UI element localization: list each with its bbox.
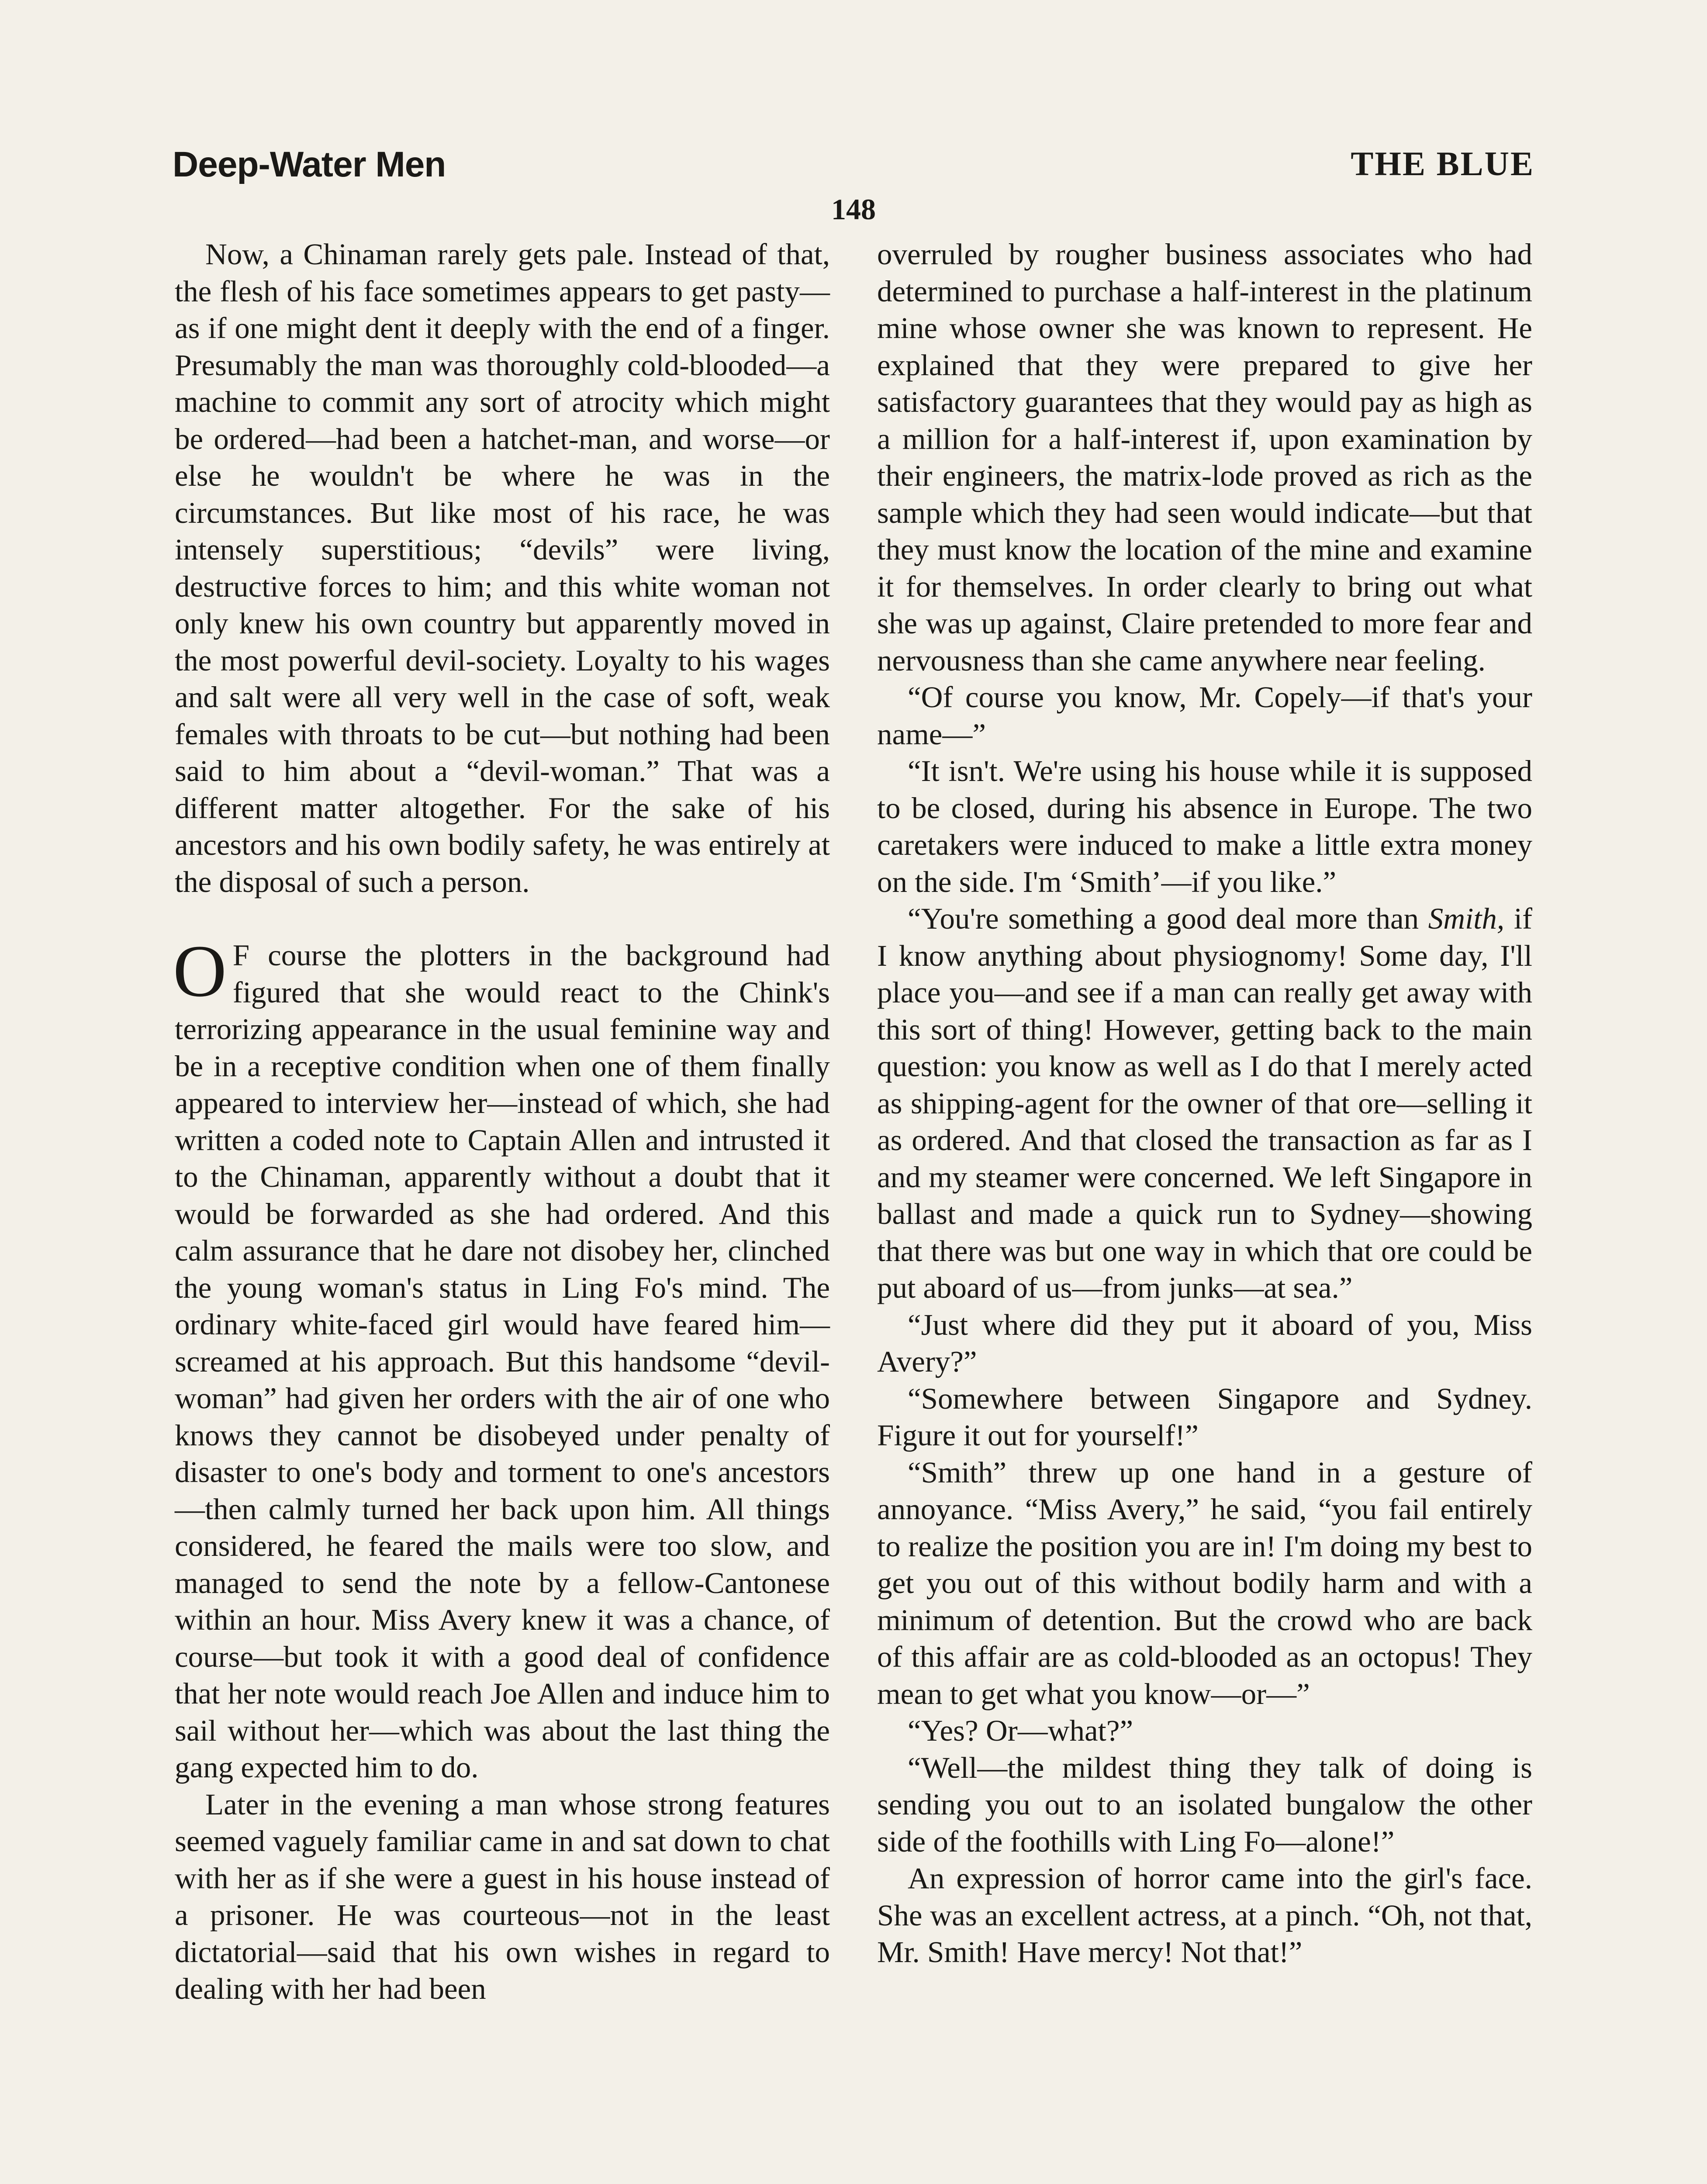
paragraph-text: F course the plotters in the background had figured that she would react to the Chink's terrorizing appearance in the usual feminine way and be in a receptive condition when one of them finally appeared to interview her—instead of which, she had written a coded note to Captain Allen and intrusted it to the Chinaman, apparently without a doubt that it would be forwarded as she had ordered. And this calm assurance that he dare not disobey her, clinched the young woman's status in Ling Fo's mind. The ordinary white-faced girl would have feared him—screamed at his approach. But this handsome “devil-woman” had given her orders with the air of one who knows they cannot be disobeyed under penalty of disaster to one's body and torment to one's ancestors—then calmly turned her back upon him. All things considered, he feared the mails were too slow, and managed to send the note by a fellow-Cantonese within an hour. Miss Avery knew it was a chance, of course—but took it with a good deal of confidence that her note would reach Joe Allen and induce him to sail without her—which was about the last thing the gang expected him to do.: [175, 939, 830, 1784]
drop-cap: O: [173, 930, 227, 1012]
paragraph: “Well—the mildest thing they talk of doing is sending you out to an isolated bungalow the other side of the foothills with Ling Fo—alone!”: [877, 1751, 1532, 1858]
paragraph-continued: overruled by rougher business associates who had determined to purchase a half-interest in the platinum mine whose owner she was known to represent. He explained that they were prepared to give her satisfactory guarantees that they would pay as high as a million for a half-interest if, upon examination by their engineers, the matrix-lode proved as rich as the sample which they had seen would indicate—but that they must know the location of the mine and examine it for themselves. In order clearly to bring out what she was up against, Claire pretended to more fear and nervousness than she came anywhere near feeling.: [877, 238, 1532, 677]
italic-name: Smith,: [1428, 902, 1505, 935]
paragraph-text: if I know anything about physiognomy! Some day, I'll place you—and see if a man can really get away with this sort of thing! However, getting back to the main question: you know as well as I do that I merely acted as shipping-agent for the owner of that ore—selling it as ordered. And that closed the transaction as far as I and my steamer were concerned. We left Singapore in ballast and made a quick run to Sydney—showing that there was but one way in which that ore could be put aboard of us—from junks—at sea.”: [877, 902, 1532, 1304]
paragraph-text: “You're something a good deal more than: [908, 902, 1428, 935]
paragraph: “Just where did they put it aboard of you, Miss Avery?”: [877, 1308, 1532, 1378]
paragraph: Later in the evening a man whose strong features seemed vaguely familiar came in and sat down to chat with her as if she were a guest in his house instead of a prisoner. He was courteous—not in the least dictatorial—said that his own wishes in regard to dealing with her had been: [175, 1787, 830, 2005]
right-column: [877, 236, 1532, 1971]
paragraph: Now, a Chinaman rarely gets pale. Instead of that, the flesh of his face sometimes appears to get pasty—as if one might dent it deeply with the end of a finger. Presumably the man was thoroughly cold-blooded—a machine to commit any sort of atrocity which might be ordered—had been a hatchet-man, and worse—or else he wouldn't be where he was in the circumstances. But like most of his race, he was intensely superstitious; “devils” were living, destructive forces to him; and this white woman not only knew his own country but apparently moved in the most powerful devil-society. Loyalty to his wages and salt were all very well in the case of soft, weak females with throats to be cut—but nothing had been said to him about a “devil-woman.” That was a different matter altogether. For the sake of his ancestors and his own bodily safety, he was entirely at the disposal of such a person.: [175, 238, 830, 898]
paragraph: An expression of horror came into the girl's face. She was an excellent actress, at a pinch. “Oh, not that, Mr. Smith! Have mercy! Not that!”: [877, 1862, 1532, 1969]
paragraph: “Somewhere between Singapore and Sydney. Figure it out for yourself!”: [877, 1382, 1532, 1452]
running-head: [173, 144, 1534, 197]
paragraph: [877, 900, 1532, 1306]
magazine-title: THE BLUE: [1351, 145, 1534, 183]
paragraph-section-start: [173, 930, 830, 1786]
page-number: 148: [831, 193, 876, 226]
left-column: [175, 236, 830, 2008]
paragraph: “Smith” threw up one hand in a gesture of annoyance. “Miss Avery,” he said, “you fail entirely to realize the position you are in! I'm doing my best to get you out of this without bodily harm and with a minimum of detention. But the crowd who are back of this affair are as cold-blooded as an octopus! They mean to get what you know—or—”: [877, 1455, 1532, 1711]
paragraph: “Of course you know, Mr. Copely—if that's your name—”: [877, 681, 1532, 751]
paragraph: “It isn't. We're using his house while it is supposed to be closed, during his absence in Europe. The two caretakers were induced to make a little extra money on the side. I'm ‘Smith’—if you like.”: [877, 754, 1532, 898]
paragraph: “Yes? Or—what?”: [908, 1714, 1133, 1747]
story-title: Deep-Water Men: [173, 145, 446, 184]
